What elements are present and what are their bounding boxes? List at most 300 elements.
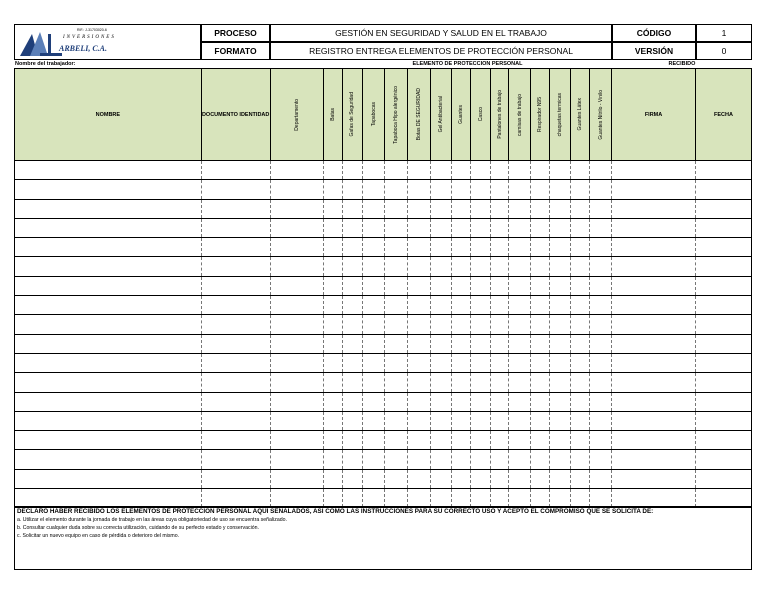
table-cell[interactable] xyxy=(471,469,491,488)
table-cell[interactable] xyxy=(571,373,590,392)
table-cell[interactable] xyxy=(431,296,452,315)
table-cell[interactable] xyxy=(550,334,571,353)
table-cell[interactable] xyxy=(15,199,202,218)
table-cell[interactable] xyxy=(452,257,471,276)
table-cell[interactable] xyxy=(408,489,431,508)
table-cell[interactable] xyxy=(590,238,612,257)
table-cell[interactable] xyxy=(342,296,363,315)
table-cell[interactable] xyxy=(270,238,323,257)
table-cell[interactable] xyxy=(695,199,751,218)
table-cell[interactable] xyxy=(363,411,385,430)
table-cell[interactable] xyxy=(509,199,531,218)
table-cell[interactable] xyxy=(408,161,431,180)
table-cell[interactable] xyxy=(431,238,452,257)
table-cell[interactable] xyxy=(612,334,696,353)
table-cell[interactable] xyxy=(431,411,452,430)
table-cell[interactable] xyxy=(363,315,385,334)
table-cell[interactable] xyxy=(323,469,342,488)
table-cell[interactable] xyxy=(201,431,270,450)
table-cell[interactable] xyxy=(385,296,408,315)
table-cell[interactable] xyxy=(590,334,612,353)
table-cell[interactable] xyxy=(550,469,571,488)
table-cell[interactable] xyxy=(509,373,531,392)
table-cell[interactable] xyxy=(342,238,363,257)
table-cell[interactable] xyxy=(270,334,323,353)
table-cell[interactable] xyxy=(590,450,612,469)
table-cell[interactable] xyxy=(590,373,612,392)
table-cell[interactable] xyxy=(452,489,471,508)
table-cell[interactable] xyxy=(612,450,696,469)
table-cell[interactable] xyxy=(15,334,202,353)
table-cell[interactable] xyxy=(550,489,571,508)
table-cell[interactable] xyxy=(571,315,590,334)
table-cell[interactable] xyxy=(270,469,323,488)
table-cell[interactable] xyxy=(695,450,751,469)
table-cell[interactable] xyxy=(431,276,452,295)
table-cell[interactable] xyxy=(695,411,751,430)
table-cell[interactable] xyxy=(471,373,491,392)
table-cell[interactable] xyxy=(385,218,408,237)
table-cell[interactable] xyxy=(590,489,612,508)
table-cell[interactable] xyxy=(471,161,491,180)
table-cell[interactable] xyxy=(385,199,408,218)
table-cell[interactable] xyxy=(201,334,270,353)
table-cell[interactable] xyxy=(571,334,590,353)
table-cell[interactable] xyxy=(270,489,323,508)
table-cell[interactable] xyxy=(471,238,491,257)
table-cell[interactable] xyxy=(452,353,471,372)
table-cell[interactable] xyxy=(612,180,696,199)
table-cell[interactable] xyxy=(531,334,550,353)
table-cell[interactable] xyxy=(408,392,431,411)
table-cell[interactable] xyxy=(695,489,751,508)
table-cell[interactable] xyxy=(201,489,270,508)
table-cell[interactable] xyxy=(491,469,509,488)
table-cell[interactable] xyxy=(531,392,550,411)
table-cell[interactable] xyxy=(15,450,202,469)
table-cell[interactable] xyxy=(342,450,363,469)
table-cell[interactable] xyxy=(323,238,342,257)
table-cell[interactable] xyxy=(408,238,431,257)
table-cell[interactable] xyxy=(590,218,612,237)
table-cell[interactable] xyxy=(531,315,550,334)
table-cell[interactable] xyxy=(550,373,571,392)
table-cell[interactable] xyxy=(491,392,509,411)
table-cell[interactable] xyxy=(550,450,571,469)
table-cell[interactable] xyxy=(385,392,408,411)
table-cell[interactable] xyxy=(471,431,491,450)
table-cell[interactable] xyxy=(408,334,431,353)
table-cell[interactable] xyxy=(363,218,385,237)
table-cell[interactable] xyxy=(612,431,696,450)
table-cell[interactable] xyxy=(15,489,202,508)
table-cell[interactable] xyxy=(531,218,550,237)
table-cell[interactable] xyxy=(695,353,751,372)
table-cell[interactable] xyxy=(612,257,696,276)
table-cell[interactable] xyxy=(509,450,531,469)
table-cell[interactable] xyxy=(385,315,408,334)
table-cell[interactable] xyxy=(531,373,550,392)
table-cell[interactable] xyxy=(385,489,408,508)
table-cell[interactable] xyxy=(571,161,590,180)
table-cell[interactable] xyxy=(201,296,270,315)
table-cell[interactable] xyxy=(342,315,363,334)
table-cell[interactable] xyxy=(452,450,471,469)
table-cell[interactable] xyxy=(270,315,323,334)
table-cell[interactable] xyxy=(201,353,270,372)
table-cell[interactable] xyxy=(270,411,323,430)
table-cell[interactable] xyxy=(431,469,452,488)
table-cell[interactable] xyxy=(612,161,696,180)
table-cell[interactable] xyxy=(363,180,385,199)
table-cell[interactable] xyxy=(452,296,471,315)
table-cell[interactable] xyxy=(509,353,531,372)
table-cell[interactable] xyxy=(15,373,202,392)
table-cell[interactable] xyxy=(471,257,491,276)
table-cell[interactable] xyxy=(15,392,202,411)
table-cell[interactable] xyxy=(431,431,452,450)
table-cell[interactable] xyxy=(323,257,342,276)
table-cell[interactable] xyxy=(201,450,270,469)
table-cell[interactable] xyxy=(342,180,363,199)
table-cell[interactable] xyxy=(471,489,491,508)
table-cell[interactable] xyxy=(509,392,531,411)
table-cell[interactable] xyxy=(531,238,550,257)
table-cell[interactable] xyxy=(323,489,342,508)
table-cell[interactable] xyxy=(491,489,509,508)
table-cell[interactable] xyxy=(270,276,323,295)
table-cell[interactable] xyxy=(270,296,323,315)
table-cell[interactable] xyxy=(571,296,590,315)
table-cell[interactable] xyxy=(590,276,612,295)
table-cell[interactable] xyxy=(342,199,363,218)
table-cell[interactable] xyxy=(201,276,270,295)
table-cell[interactable] xyxy=(342,334,363,353)
table-cell[interactable] xyxy=(201,469,270,488)
table-cell[interactable] xyxy=(695,218,751,237)
table-cell[interactable] xyxy=(363,469,385,488)
table-cell[interactable] xyxy=(15,257,202,276)
table-cell[interactable] xyxy=(550,315,571,334)
table-cell[interactable] xyxy=(695,296,751,315)
table-cell[interactable] xyxy=(408,276,431,295)
table-cell[interactable] xyxy=(270,450,323,469)
table-cell[interactable] xyxy=(471,392,491,411)
table-cell[interactable] xyxy=(201,218,270,237)
table-cell[interactable] xyxy=(385,276,408,295)
table-cell[interactable] xyxy=(431,199,452,218)
table-cell[interactable] xyxy=(323,411,342,430)
table-cell[interactable] xyxy=(452,373,471,392)
table-cell[interactable] xyxy=(471,218,491,237)
table-cell[interactable] xyxy=(491,411,509,430)
table-cell[interactable] xyxy=(531,161,550,180)
table-cell[interactable] xyxy=(531,431,550,450)
table-cell[interactable] xyxy=(323,392,342,411)
table-cell[interactable] xyxy=(431,180,452,199)
table-cell[interactable] xyxy=(571,489,590,508)
table-cell[interactable] xyxy=(323,161,342,180)
table-cell[interactable] xyxy=(408,218,431,237)
table-cell[interactable] xyxy=(550,276,571,295)
table-cell[interactable] xyxy=(201,373,270,392)
table-cell[interactable] xyxy=(612,353,696,372)
table-cell[interactable] xyxy=(323,199,342,218)
table-cell[interactable] xyxy=(471,199,491,218)
table-cell[interactable] xyxy=(509,276,531,295)
table-cell[interactable] xyxy=(342,469,363,488)
table-cell[interactable] xyxy=(323,218,342,237)
table-cell[interactable] xyxy=(571,431,590,450)
table-cell[interactable] xyxy=(431,392,452,411)
table-cell[interactable] xyxy=(15,276,202,295)
table-cell[interactable] xyxy=(201,411,270,430)
table-cell[interactable] xyxy=(531,469,550,488)
table-cell[interactable] xyxy=(509,334,531,353)
table-cell[interactable] xyxy=(15,353,202,372)
table-cell[interactable] xyxy=(471,180,491,199)
table-cell[interactable] xyxy=(15,411,202,430)
table-cell[interactable] xyxy=(612,411,696,430)
table-cell[interactable] xyxy=(342,218,363,237)
table-cell[interactable] xyxy=(323,450,342,469)
table-cell[interactable] xyxy=(550,257,571,276)
table-cell[interactable] xyxy=(590,199,612,218)
table-cell[interactable] xyxy=(509,431,531,450)
table-cell[interactable] xyxy=(15,238,202,257)
table-cell[interactable] xyxy=(452,161,471,180)
table-cell[interactable] xyxy=(491,315,509,334)
table-cell[interactable] xyxy=(571,450,590,469)
table-cell[interactable] xyxy=(612,469,696,488)
table-cell[interactable] xyxy=(471,276,491,295)
table-cell[interactable] xyxy=(431,373,452,392)
table-cell[interactable] xyxy=(550,392,571,411)
table-cell[interactable] xyxy=(491,257,509,276)
table-cell[interactable] xyxy=(452,276,471,295)
table-cell[interactable] xyxy=(491,334,509,353)
table-cell[interactable] xyxy=(471,353,491,372)
table-cell[interactable] xyxy=(363,296,385,315)
table-cell[interactable] xyxy=(550,218,571,237)
table-cell[interactable] xyxy=(452,199,471,218)
table-cell[interactable] xyxy=(491,276,509,295)
table-cell[interactable] xyxy=(201,180,270,199)
table-cell[interactable] xyxy=(452,392,471,411)
table-cell[interactable] xyxy=(201,315,270,334)
table-cell[interactable] xyxy=(363,373,385,392)
table-cell[interactable] xyxy=(571,392,590,411)
table-cell[interactable] xyxy=(408,411,431,430)
table-cell[interactable] xyxy=(363,161,385,180)
table-cell[interactable] xyxy=(695,180,751,199)
table-cell[interactable] xyxy=(15,469,202,488)
table-cell[interactable] xyxy=(452,218,471,237)
table-cell[interactable] xyxy=(270,257,323,276)
table-cell[interactable] xyxy=(509,257,531,276)
table-cell[interactable] xyxy=(270,392,323,411)
table-cell[interactable] xyxy=(695,315,751,334)
table-cell[interactable] xyxy=(612,373,696,392)
table-cell[interactable] xyxy=(612,199,696,218)
table-cell[interactable] xyxy=(431,334,452,353)
table-cell[interactable] xyxy=(270,199,323,218)
table-cell[interactable] xyxy=(612,489,696,508)
table-cell[interactable] xyxy=(385,450,408,469)
table-cell[interactable] xyxy=(509,161,531,180)
table-cell[interactable] xyxy=(342,392,363,411)
table-cell[interactable] xyxy=(15,218,202,237)
table-cell[interactable] xyxy=(491,296,509,315)
table-cell[interactable] xyxy=(590,180,612,199)
table-cell[interactable] xyxy=(491,180,509,199)
table-cell[interactable] xyxy=(363,450,385,469)
table-cell[interactable] xyxy=(431,450,452,469)
table-cell[interactable] xyxy=(509,218,531,237)
table-cell[interactable] xyxy=(571,353,590,372)
table-cell[interactable] xyxy=(385,257,408,276)
table-cell[interactable] xyxy=(531,489,550,508)
table-cell[interactable] xyxy=(270,431,323,450)
table-cell[interactable] xyxy=(590,411,612,430)
table-cell[interactable] xyxy=(695,431,751,450)
table-cell[interactable] xyxy=(590,161,612,180)
table-cell[interactable] xyxy=(491,238,509,257)
table-cell[interactable] xyxy=(571,276,590,295)
table-cell[interactable] xyxy=(531,257,550,276)
table-cell[interactable] xyxy=(590,469,612,488)
table-cell[interactable] xyxy=(15,315,202,334)
table-cell[interactable] xyxy=(571,411,590,430)
table-cell[interactable] xyxy=(431,161,452,180)
table-cell[interactable] xyxy=(509,296,531,315)
table-cell[interactable] xyxy=(590,315,612,334)
table-cell[interactable] xyxy=(408,431,431,450)
table-cell[interactable] xyxy=(342,161,363,180)
table-cell[interactable] xyxy=(363,431,385,450)
table-cell[interactable] xyxy=(323,276,342,295)
table-cell[interactable] xyxy=(431,257,452,276)
table-cell[interactable] xyxy=(363,276,385,295)
table-cell[interactable] xyxy=(612,315,696,334)
table-cell[interactable] xyxy=(550,353,571,372)
table-cell[interactable] xyxy=(452,334,471,353)
table-cell[interactable] xyxy=(270,353,323,372)
table-cell[interactable] xyxy=(452,411,471,430)
table-cell[interactable] xyxy=(590,296,612,315)
table-cell[interactable] xyxy=(408,373,431,392)
table-cell[interactable] xyxy=(342,431,363,450)
table-cell[interactable] xyxy=(452,238,471,257)
table-cell[interactable] xyxy=(201,257,270,276)
table-cell[interactable] xyxy=(571,180,590,199)
table-cell[interactable] xyxy=(550,199,571,218)
table-cell[interactable] xyxy=(270,373,323,392)
table-cell[interactable] xyxy=(201,238,270,257)
table-cell[interactable] xyxy=(270,161,323,180)
table-cell[interactable] xyxy=(452,431,471,450)
table-cell[interactable] xyxy=(695,392,751,411)
table-cell[interactable] xyxy=(201,392,270,411)
table-cell[interactable] xyxy=(531,199,550,218)
table-cell[interactable] xyxy=(695,238,751,257)
table-cell[interactable] xyxy=(342,257,363,276)
table-cell[interactable] xyxy=(15,161,202,180)
table-cell[interactable] xyxy=(363,392,385,411)
table-cell[interactable] xyxy=(550,411,571,430)
table-cell[interactable] xyxy=(550,180,571,199)
table-cell[interactable] xyxy=(385,469,408,488)
table-cell[interactable] xyxy=(452,469,471,488)
table-cell[interactable] xyxy=(363,353,385,372)
table-cell[interactable] xyxy=(612,392,696,411)
table-cell[interactable] xyxy=(385,238,408,257)
table-cell[interactable] xyxy=(550,161,571,180)
table-cell[interactable] xyxy=(323,296,342,315)
table-cell[interactable] xyxy=(201,161,270,180)
table-cell[interactable] xyxy=(550,431,571,450)
table-cell[interactable] xyxy=(323,334,342,353)
table-cell[interactable] xyxy=(408,353,431,372)
table-cell[interactable] xyxy=(270,180,323,199)
table-cell[interactable] xyxy=(491,431,509,450)
table-cell[interactable] xyxy=(408,315,431,334)
table-cell[interactable] xyxy=(408,199,431,218)
table-cell[interactable] xyxy=(695,334,751,353)
table-cell[interactable] xyxy=(385,353,408,372)
table-cell[interactable] xyxy=(491,353,509,372)
table-cell[interactable] xyxy=(695,161,751,180)
table-cell[interactable] xyxy=(270,218,323,237)
table-cell[interactable] xyxy=(491,218,509,237)
table-cell[interactable] xyxy=(323,353,342,372)
table-cell[interactable] xyxy=(612,296,696,315)
table-cell[interactable] xyxy=(509,489,531,508)
table-cell[interactable] xyxy=(342,276,363,295)
table-cell[interactable] xyxy=(590,353,612,372)
table-cell[interactable] xyxy=(571,238,590,257)
table-cell[interactable] xyxy=(695,469,751,488)
table-cell[interactable] xyxy=(509,238,531,257)
table-cell[interactable] xyxy=(15,296,202,315)
table-cell[interactable] xyxy=(342,353,363,372)
table-cell[interactable] xyxy=(363,489,385,508)
table-cell[interactable] xyxy=(431,489,452,508)
table-cell[interactable] xyxy=(571,257,590,276)
table-cell[interactable] xyxy=(342,411,363,430)
table-cell[interactable] xyxy=(408,469,431,488)
table-cell[interactable] xyxy=(431,218,452,237)
table-cell[interactable] xyxy=(408,296,431,315)
table-cell[interactable] xyxy=(550,238,571,257)
table-cell[interactable] xyxy=(323,373,342,392)
table-cell[interactable] xyxy=(452,315,471,334)
table-cell[interactable] xyxy=(491,199,509,218)
table-cell[interactable] xyxy=(590,392,612,411)
table-cell[interactable] xyxy=(612,238,696,257)
table-cell[interactable] xyxy=(590,431,612,450)
table-cell[interactable] xyxy=(385,411,408,430)
table-cell[interactable] xyxy=(531,450,550,469)
table-cell[interactable] xyxy=(491,161,509,180)
table-cell[interactable] xyxy=(471,334,491,353)
table-cell[interactable] xyxy=(385,161,408,180)
table-cell[interactable] xyxy=(363,199,385,218)
table-cell[interactable] xyxy=(363,257,385,276)
table-cell[interactable] xyxy=(408,257,431,276)
table-cell[interactable] xyxy=(408,180,431,199)
table-cell[interactable] xyxy=(695,276,751,295)
